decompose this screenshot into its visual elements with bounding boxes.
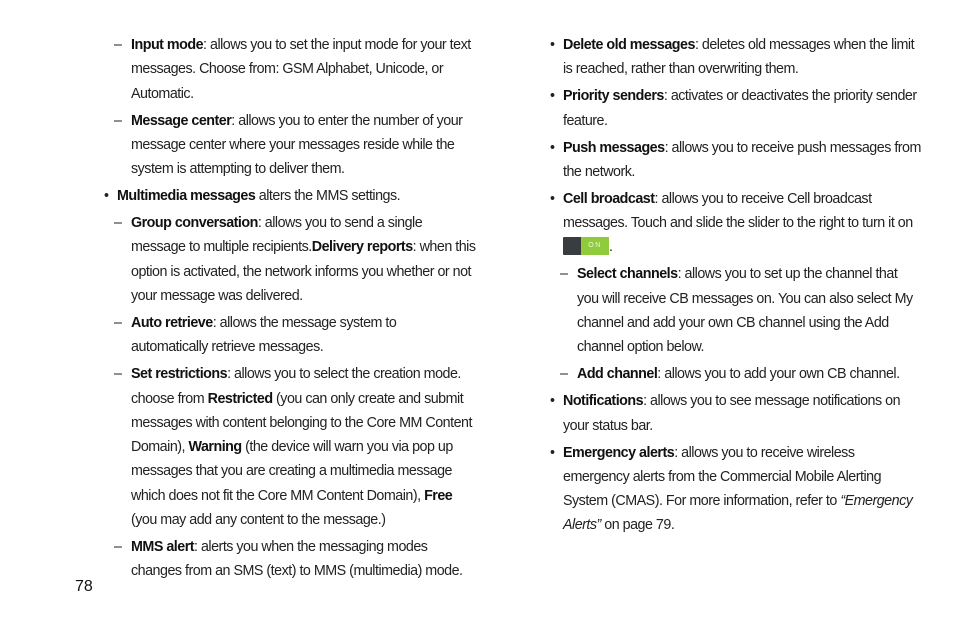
description: : allows you to receive Cell broadcast messages. Touch and slide the slider to the right to turn it on bbox=[563, 190, 913, 232]
dash-marker: – bbox=[114, 112, 122, 129]
list-item-group-conversation bbox=[104, 211, 476, 308]
term-restricted: Restricted bbox=[207, 390, 273, 407]
bullet-marker: • bbox=[550, 88, 555, 105]
description: (the device will warn you via pop up messages that you are creating a multimedia message which does not fit the Core MM Content Domain), bbox=[131, 439, 453, 504]
description: alters the MMS settings. bbox=[255, 188, 401, 205]
term-delete-old-messages: Delete old messages bbox=[563, 37, 695, 53]
term-select-channels: Select channels bbox=[577, 266, 678, 283]
term-delivery-reports: Delivery reports bbox=[311, 239, 413, 256]
dash-marker: – bbox=[114, 215, 122, 232]
description: on page 79. bbox=[600, 517, 675, 534]
list-item-add-channel bbox=[550, 362, 922, 386]
term-add-channel: Add channel bbox=[577, 366, 658, 383]
description: . bbox=[609, 239, 613, 256]
dash-marker: – bbox=[114, 366, 122, 383]
dash-marker: – bbox=[114, 315, 122, 332]
list-item-cell-broadcast bbox=[550, 187, 922, 260]
list-item-push-messages bbox=[550, 136, 922, 185]
dash-marker: – bbox=[114, 539, 122, 556]
on-toggle-icon bbox=[563, 237, 609, 255]
bullet-marker: • bbox=[550, 393, 555, 410]
list-item-mms-alert bbox=[104, 535, 476, 584]
description: : allows the message system to automatically retrieve messages. bbox=[131, 315, 397, 356]
list-item-auto-retrieve bbox=[104, 311, 476, 360]
description: (you may add any content to the message.) bbox=[131, 512, 386, 529]
term-warning: Warning bbox=[188, 439, 242, 456]
description: : allows you to enter the number of your message center where your messages reside while the system is attempting to deliver them. bbox=[131, 112, 463, 178]
description: : when this option is activated, the network informs you whether or not your message was delivered. bbox=[131, 239, 476, 305]
term-input-mode: Input mode bbox=[131, 37, 204, 53]
dash-marker: – bbox=[560, 266, 568, 283]
term-mms-alert: MMS alert bbox=[131, 539, 195, 556]
list-item-notifications bbox=[550, 389, 922, 438]
bullet-marker: • bbox=[550, 37, 555, 53]
bullet-marker: • bbox=[104, 188, 109, 205]
description: : allows you to receive push messages from the network. bbox=[563, 139, 921, 180]
list-item-set-restrictions bbox=[104, 362, 476, 532]
left-column bbox=[104, 33, 476, 586]
description: : allows you to add your own CB channel. bbox=[657, 366, 900, 383]
description: : allows you to set up the channel that you will receive CB messages on. You can also select My channel and add your own CB channel using the Add channel option below. bbox=[577, 266, 913, 356]
list-item-delete-old-messages bbox=[550, 33, 922, 82]
term-set-restrictions: Set restrictions bbox=[131, 366, 228, 383]
list-item-input-mode bbox=[104, 33, 476, 106]
term-message-center: Message center bbox=[131, 112, 232, 129]
term-notifications: Notifications bbox=[563, 393, 644, 410]
page-number: 78 bbox=[75, 578, 93, 595]
description: (you can only create and submit messages with content belonging to the Core MM Content Domain), bbox=[131, 390, 472, 456]
description: : alerts you when the messaging modes changes from an SMS (text) to MMS (multimedia) mode. bbox=[131, 539, 463, 580]
term-auto-retrieve: Auto retrieve bbox=[131, 315, 213, 332]
description: : allows you to receive wireless emergency alerts from the Commercial Mobile Alerting System (CMAS). For more information, refer to bbox=[563, 444, 882, 510]
term-emergency-alerts: Emergency alerts bbox=[563, 444, 675, 461]
right-column bbox=[550, 33, 922, 540]
list-item-emergency-alerts bbox=[550, 441, 922, 538]
list-item-message-center bbox=[104, 109, 476, 182]
description: : allows you to select the creation mode. choose from bbox=[131, 366, 461, 407]
list-item-select-channels bbox=[550, 262, 922, 359]
description: : activates or deactivates the priority sender feature. bbox=[563, 88, 917, 129]
bullet-marker: • bbox=[550, 444, 555, 461]
term-push-messages: Push messages bbox=[563, 139, 665, 156]
description: : allows you to set the input mode for your text messages. Choose from: GSM Alphabet, Unicode, or Automatic. bbox=[131, 37, 471, 102]
dash-marker: – bbox=[114, 37, 122, 53]
list-item-priority-senders bbox=[550, 84, 922, 133]
term-multimedia-messages: Multimedia messages bbox=[117, 188, 256, 205]
description: : allows you to see message notifications on your status bar. bbox=[563, 393, 901, 434]
description: : allows you to send a single message to multiple recipients. bbox=[131, 215, 423, 256]
cross-reference-link[interactable]: “Emergency Alerts” bbox=[563, 493, 913, 534]
description: : deletes old messages when the limit is reached, rather than overwriting them. bbox=[563, 37, 915, 78]
toggle-on-label: ON bbox=[581, 237, 609, 255]
bullet-marker: • bbox=[550, 139, 555, 156]
term-group-conversation: Group conversation bbox=[131, 215, 258, 232]
list-item-multimedia-messages bbox=[104, 184, 476, 208]
term-cell-broadcast: Cell broadcast bbox=[563, 190, 655, 207]
term-priority-senders: Priority senders bbox=[563, 88, 664, 105]
bullet-marker: • bbox=[550, 190, 555, 207]
dash-marker: – bbox=[560, 366, 568, 383]
term-free: Free bbox=[424, 487, 453, 504]
